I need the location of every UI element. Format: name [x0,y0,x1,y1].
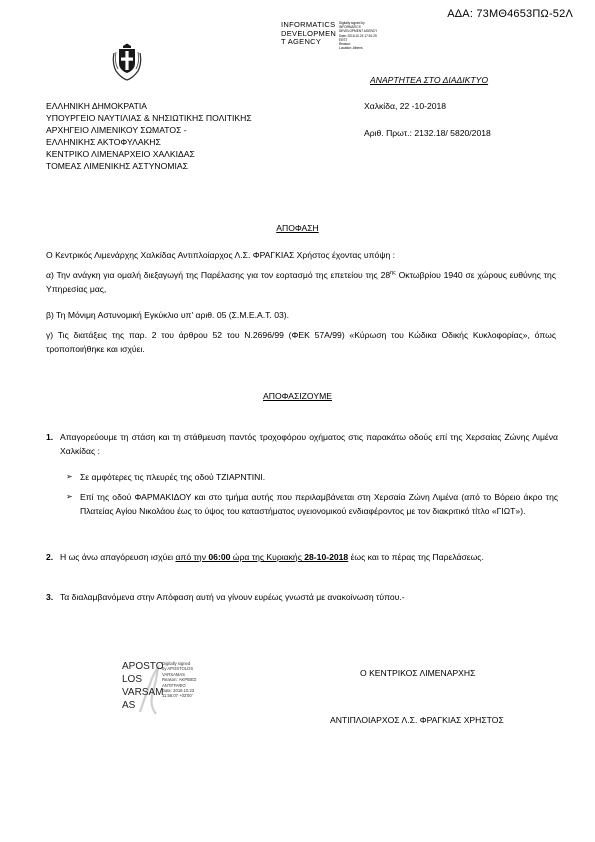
chief-name: ΑΝΤΙΠΛΟΙΑΡΧΟΣ Λ.Σ. ΦΡΑΓΚΙΑΣ ΧΡΗΣΤΟΣ [330,715,504,725]
issuer-line: ΕΛΛΗΝΙΚΗΣ ΑΚΤΟΦΥΛΑΚΗΣ [46,137,161,147]
item2-from: από την [175,552,209,562]
issuer-line: ΚΕΝΤΡΙΚΟ ΛΙΜΕΝΑΡΧΕΙΟ ΧΑΛΚΙΔΑΣ [46,149,195,159]
signature-detail-line: Reason: ΑΚΡΙΒΕΣ [162,677,197,683]
consideration-b: β) Τη Μόνιμη Αστυνομική Εγκύκλιο υπ' αριθ. 05 (Σ.Μ.Ε.Α.Τ. 03). [46,310,289,320]
signature-detail-line: ΑΝΤΙΓΡΑΦΟ [162,682,186,688]
chief-title: Ο ΚΕΝΤΡΙΚΟΣ ΛΙΜΕΝΑΡΧΗΣ [360,668,476,678]
signature-detail-line: 11:56:07 +03'00' [162,693,193,699]
list-item [46,550,558,564]
digital-signature [122,660,262,720]
agency-signature-line: Location: Athens [339,46,363,51]
agency-signature-line: EEST [339,37,348,42]
arrow-bullet-icon: ➢ [66,472,73,481]
publish-note: ΑΝΑΡΤΗΤΕΑ ΣΤΟ ΔΙΑΔΙΚΤΥΟ [370,75,489,85]
signer-name-line: AS [122,700,136,711]
item2-time: 06:00 [208,552,231,562]
signer-name-line: LOS [122,674,143,685]
agency-logo-line: T AGENCY [281,37,322,46]
ada-code: ΑΔΑ: 73ΜΘ4653ΠΩ-52Λ [447,8,573,20]
sub-item-text: Σε αμφότερες τις πλευρές της οδού ΤΖΙΑΡΝΤΙΝΙ. [80,472,266,482]
item2-text-end: έως και το πέρας της Παρελάσεως. [348,552,484,562]
sub-item-text: Επί της οδού ΦΑΡΜΑΚΙΔΟΥ και στο τμήμα αυτής που περιλαμβάνεται στη Χερσαία Ζώνη Λιμένα (από το Βόρειο άκρο της Πλατείας Αγίου Νικολάου έως το ύψος του καταστήματος υγειονομικού ενδιαφέροντος με τον διακριτικό τίτλο «ΓΙΩΤ»). [80,492,558,516]
item-number: 3. [46,592,54,602]
item2-text-start: Η ως άνω απαγόρευση ισχύει [60,552,176,562]
agency-logo-line: DEVELOPMEN [281,28,337,38]
sub-item [66,490,558,518]
greek-emblem-icon [110,43,144,81]
consideration-c: γ) Τις διατάξεις της παρ. 2 του άρθρου 52 του Ν.2696/99 (ΦΕΚ 57Α/99) «Κύρωση του Κώδικα Οδικής Κυκλοφορίας», όπως τροποποιήθηκε και ισχύει. [46,330,556,354]
agency-signature-line: Reason: [339,42,351,47]
item-number: 1. [46,432,54,442]
signature-detail-line: Digitally signed [162,661,191,666]
list-item [46,430,558,458]
signer-name-line: VARSAM [122,687,164,698]
intro-text: Ο Κεντρικός Λιμενάρχης Χαλκίδας Αντιπλοίαρχος Λ.Σ. ΦΡΑΓΚΙΑΣ Χρήστος έχοντας υπόψη : [46,250,396,260]
decision-title: ΑΠΟΦΑΣΗ [276,223,319,233]
issuer-line: ΑΡΧΗΓΕΙΟ ΛΙΜΕΝΙΚΟΥ ΣΩΜΑΤΟΣ - [46,125,187,135]
signer-name [122,660,164,712]
agency-signature-line: INFORMATICS [339,25,361,30]
agency-logo-text [281,21,336,47]
signature-details [162,661,196,699]
item2-date: 28-10-2018 [304,552,349,562]
agency-signature-line: Date: 2018.10.23 17:51:29 [339,33,377,38]
document-date: Χαλκίδα, 22 -10-2018 [364,101,447,111]
item-text: Απαγορεύουμε τη στάση και τη στάθμευση παντός τροχοφόρου οχήματος στις παρακάτω οδούς επί της Χερσαίας Ζώνης Λιμένα Χαλκίδας : [60,432,558,456]
issuer-line: ΤΟΜΕΑΣ ΛΙΜΕΝΙΚΗΣ ΑΣΤΥΝΟΜΙΑΣ [46,161,188,171]
list-item [46,590,558,604]
protocol-number: Αριθ. Πρωτ.: 2132.18/ 5820/2018 [364,128,491,138]
consideration-a-text-end: Οκτωβρίου 1940 σε χώρους ευθύνης της Υπηρεσίας μας, [46,270,556,294]
item2-day: ώρα της Κυριακής [230,552,305,562]
issuer-line: ΕΛΛΗΝΙΚΗ ΔΗΜΟΚΡΑΤΙΑ [46,101,147,111]
issuer-header [46,100,252,172]
item-number: 2. [46,552,54,562]
agency-signature-details [339,21,377,50]
agency-logo-line: INFORMATICS [281,20,336,29]
issuer-line: ΥΠΟΥΡΓΕΙΟ ΝΑΥΤΙΛΙΑΣ & ΝΗΣΙΩΤΙΚΗΣ ΠΟΛΙΤΙΚΗΣ [46,113,252,123]
signer-name-line: APOSTO [122,661,164,672]
item-text: Τα διαλαμβανόμενα στην Απόφαση αυτή να γίνουν ευρέως γνωστά με ανακοίνωση τύπου.- [60,592,405,602]
consideration-a-text: α) Την ανάγκη για ομαλή διεξαγωγή της Παρέλασης για τον εορτασμό της επετείου της 28 [46,270,391,280]
signature-detail-line: by APOSTOLOS [162,666,194,672]
agency-signature-line: DEVELOPMENT AGENCY [339,29,378,34]
arrow-bullet-icon: ➢ [66,492,73,501]
signature-detail-line: VARSAMAS [162,671,185,677]
sub-item [66,470,558,484]
ordinal-superscript: ης [390,270,396,277]
agency-signature-line: Digitally signed by [339,21,365,25]
signature-detail-line: Date: 2018.10.23 [162,688,195,694]
consideration-a [46,268,556,296]
item-text [60,550,558,564]
we-decide-title: ΑΠΟΦΑΣΙΖΟΥΜΕ [263,391,332,401]
